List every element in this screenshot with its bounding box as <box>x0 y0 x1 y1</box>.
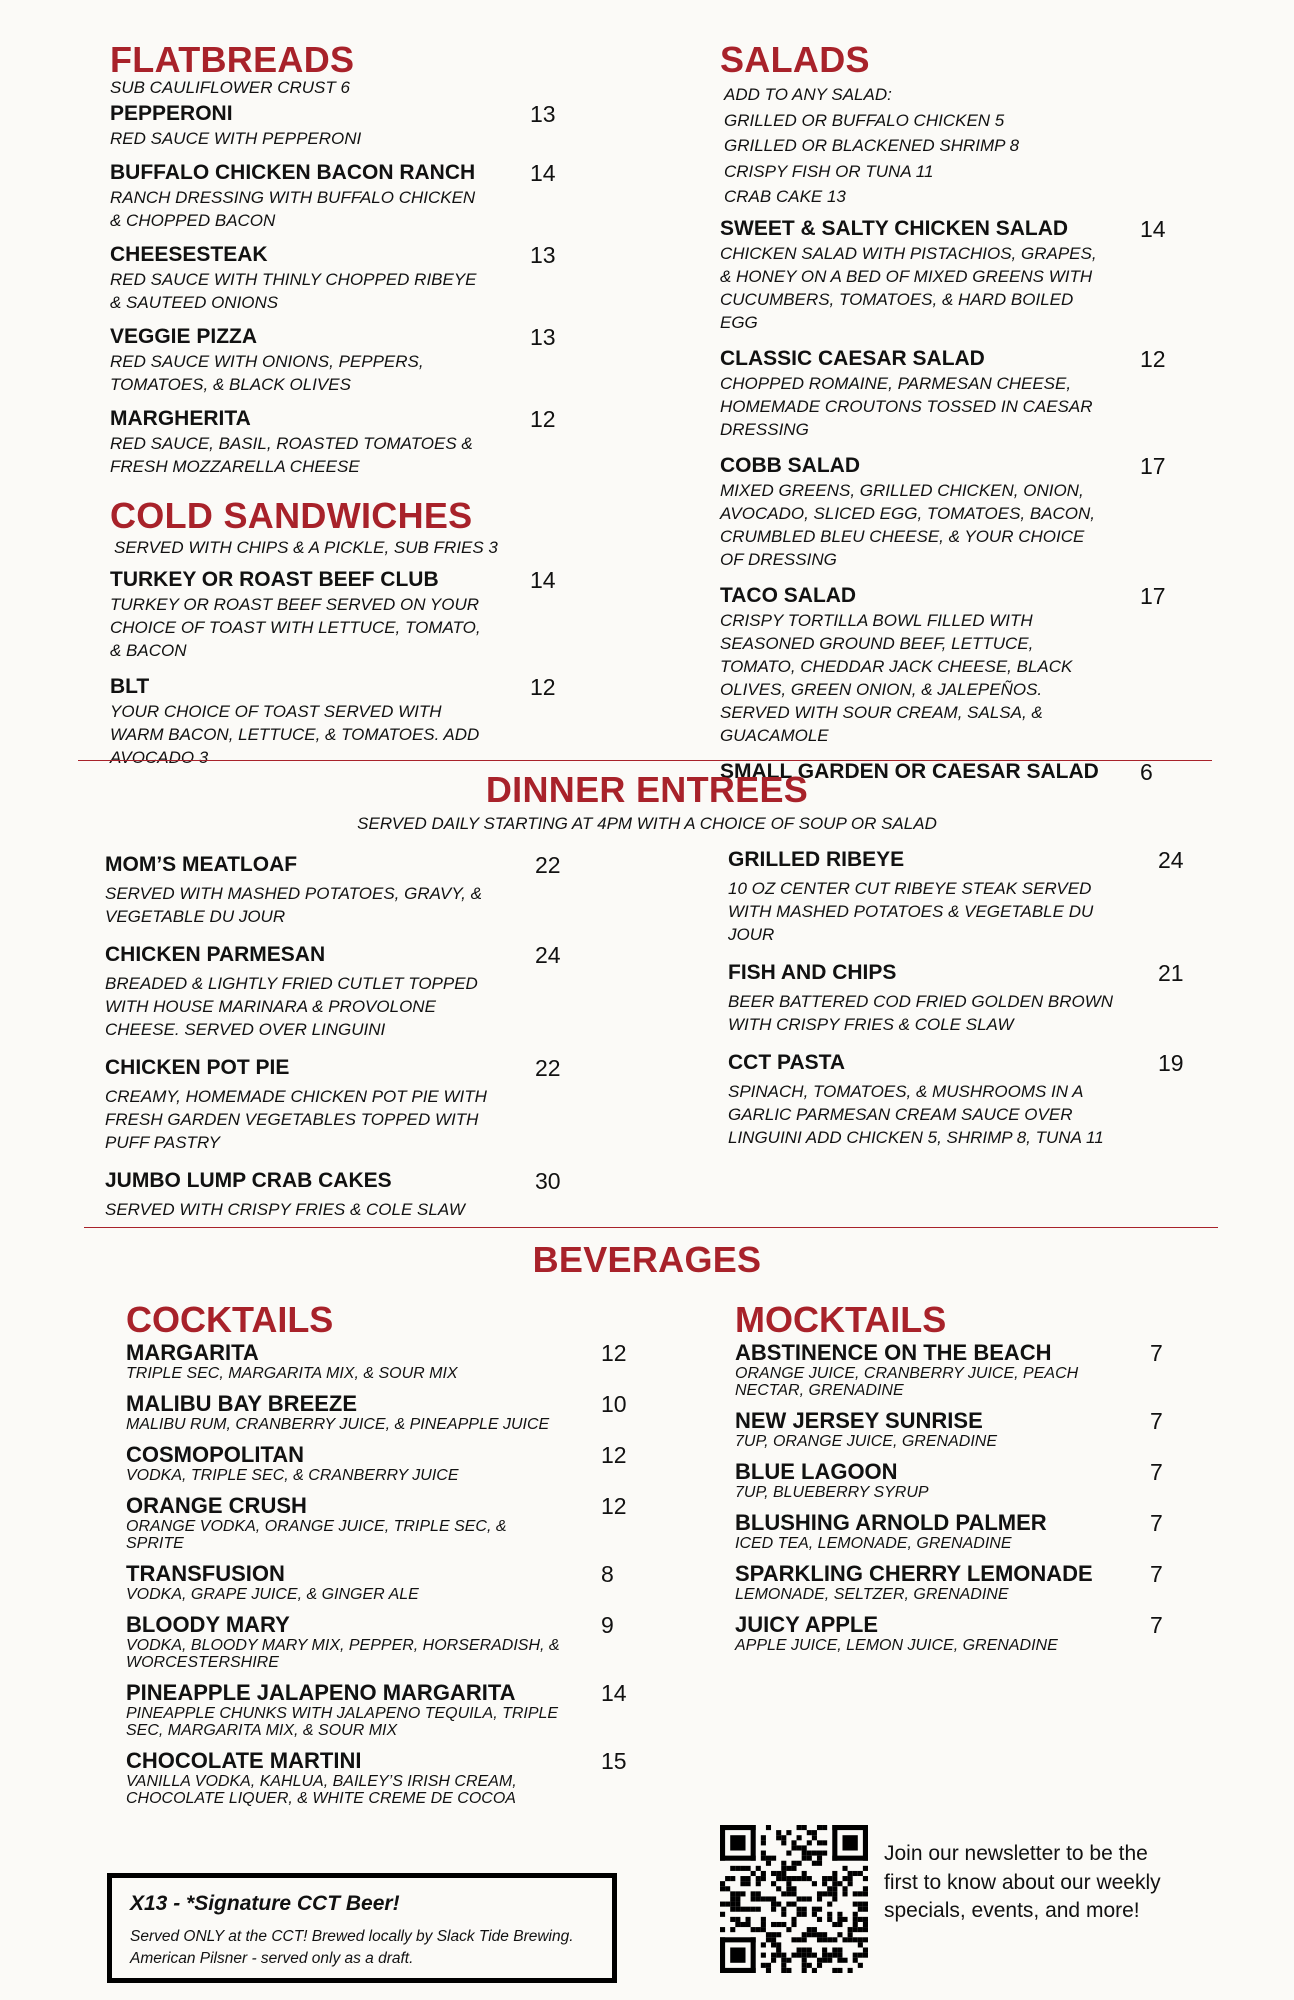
mocktails-section <box>735 1300 1200 1654</box>
item-name: CHEESESTEAK <box>110 243 268 266</box>
menu-item <box>105 942 585 1041</box>
item-price: 13 <box>530 324 556 350</box>
item-name: CHOCOLATE MARTINI <box>126 1748 362 1773</box>
item-price: 7 <box>1150 1561 1163 1587</box>
item-description: MALIBU RUM, CRANBERRY JUICE, & PINEAPPLE JUICE <box>126 1416 550 1433</box>
item-description: SPINACH, TOMATOES, & MUSHROOMS IN A GARLIC PARMESAN CREAM SAUCE OVER LINGUINI ADD CHICKEN 5, SHRIMP 8, TUNA 11 <box>728 1082 1104 1147</box>
item-name: SPARKLING CHERRY LEMONADE <box>735 1561 1093 1586</box>
qr-code-icon[interactable] <box>720 1825 868 1973</box>
menu-item <box>110 567 580 662</box>
menu-item <box>720 346 1190 441</box>
item-price: 12 <box>601 1442 627 1468</box>
item-price: 14 <box>530 160 556 186</box>
item-description: YOUR CHOICE OF TOAST SERVED WITH WARM BACON, LETTUCE, & TOMATOES. ADD AVOCADO 3 <box>110 702 480 767</box>
item-price: 8 <box>601 1561 614 1587</box>
dinner-right-list <box>728 847 1208 1149</box>
item-price: 10 <box>601 1391 627 1417</box>
item-price: 7 <box>1150 1340 1163 1366</box>
menu-item <box>735 1612 1200 1654</box>
menu-item <box>728 847 1208 946</box>
menu-item <box>720 216 1190 334</box>
salads-addons <box>724 82 1190 210</box>
menu-item <box>126 1612 651 1671</box>
item-description: RANCH DRESSING WITH BUFFALO CHICKEN & CHOPPED BACON <box>110 188 476 230</box>
item-name: ABSTINENCE ON THE BEACH <box>735 1340 1052 1365</box>
item-description: ORANGE VODKA, ORANGE JUICE, TRIPLE SEC, & SPRITE <box>126 1518 507 1552</box>
item-description: APPLE JUICE, LEMON JUICE, GRENADINE <box>735 1637 1058 1654</box>
beverages-header <box>0 1240 1294 1280</box>
item-description: BEER BATTERED COD FRIED GOLDEN BROWN WITH CRISPY FRIES & COLE SLAW <box>728 992 1114 1034</box>
dinner-header <box>0 770 1294 835</box>
item-price: 7 <box>1150 1510 1163 1536</box>
flatbreads-list <box>110 101 580 478</box>
mocktails-list <box>735 1340 1200 1654</box>
menu-item <box>728 1050 1208 1149</box>
beer-description: Served ONLY at the CCT! Brewed locally by Slack Tide Brewing. American Pilsner - served only as a draft. <box>130 1928 574 1967</box>
dinner-right <box>728 847 1208 1149</box>
item-description: TRIPLE SEC, MARGARITA MIX, & SOUR MIX <box>126 1365 458 1382</box>
beer-title: X13 - *Signature CCT Beer! <box>130 1892 400 1915</box>
menu-item <box>105 1168 585 1221</box>
menu-item <box>735 1510 1200 1552</box>
salads-title: SALADS <box>720 39 870 80</box>
item-description: PINEAPPLE CHUNKS WITH JALAPENO TEQUILA, TRIPLE SEC, MARGARITA MIX, & SOUR MIX <box>126 1705 559 1739</box>
menu-item <box>720 453 1190 571</box>
item-description: RED SAUCE WITH THINLY CHOPPED RIBEYE & SAUTEED ONIONS <box>110 270 477 312</box>
divider-bottom <box>84 1227 1218 1228</box>
item-price: 22 <box>535 1055 561 1081</box>
addon-line: ADD TO ANY SALAD: <box>724 85 892 104</box>
dinner-left-list <box>105 852 585 1221</box>
item-name: TURKEY OR ROAST BEEF CLUB <box>110 568 439 591</box>
item-name: NEW JERSEY SUNRISE <box>735 1408 983 1433</box>
item-name: BLOODY MARY <box>126 1612 290 1637</box>
item-name: JUICY APPLE <box>735 1612 879 1637</box>
flatbreads-section <box>110 40 580 769</box>
item-description: CHOPPED ROMAINE, PARMESAN CHEESE, HOMEMADE CROUTONS TOSSED IN CAESAR DRESSING <box>720 373 1093 439</box>
item-name: TACO SALAD <box>720 583 857 607</box>
item-price: 6 <box>1140 758 1153 785</box>
item-name: BLUSHING ARNOLD PALMER <box>735 1510 1047 1535</box>
divider-top <box>78 760 1212 761</box>
menu-item <box>126 1561 651 1603</box>
menu-item <box>126 1391 651 1433</box>
item-price: 14 <box>530 567 556 593</box>
menu-item <box>126 1340 651 1382</box>
item-name: BLT <box>110 675 150 698</box>
item-description: SERVED WITH CRISPY FRIES & COLE SLAW <box>105 1200 465 1219</box>
cocktails-title: COCKTAILS <box>126 1299 334 1340</box>
cold-sandwiches-note: SERVED WITH CHIPS & A PICKLE, SUB FRIES 3 <box>114 538 498 557</box>
item-name: CLASSIC CAESAR SALAD <box>720 346 985 370</box>
mocktails-title: MOCKTAILS <box>735 1299 947 1340</box>
item-price: 14 <box>601 1680 627 1706</box>
item-price: 7 <box>1150 1459 1163 1485</box>
salads-section <box>720 40 1190 785</box>
item-description: VODKA, BLOODY MARY MIX, PEPPER, HORSERADISH, & WORCESTERSHIRE <box>126 1637 560 1671</box>
item-name: FISH AND CHIPS <box>728 961 897 984</box>
dinner-title: DINNER ENTREES <box>485 769 809 810</box>
item-name: CHICKEN PARMESAN <box>105 943 326 966</box>
item-description: VODKA, TRIPLE SEC, & CRANBERRY JUICE <box>126 1467 459 1484</box>
item-name: MOM’S MEATLOAF <box>105 853 298 876</box>
menu-item <box>126 1493 651 1552</box>
item-name: COBB SALAD <box>720 453 860 477</box>
item-price: 21 <box>1158 960 1184 986</box>
item-description: LEMONADE, SELTZER, GRENADINE <box>735 1586 1009 1603</box>
menu-item <box>735 1340 1200 1399</box>
beverages-title: BEVERAGES <box>532 1239 762 1280</box>
addon-line: CRAB CAKE 13 <box>724 187 846 206</box>
item-name: MARGARITA <box>126 1340 259 1365</box>
addon-line: GRILLED OR BLACKENED SHRIMP 8 <box>724 136 1020 155</box>
cold-sandwiches-title: COLD SANDWICHES <box>110 495 473 536</box>
item-name: JUMBO LUMP CRAB CAKES <box>105 1169 392 1192</box>
item-price: 9 <box>601 1612 614 1638</box>
cocktails-section <box>126 1300 651 1807</box>
item-description: CHICKEN SALAD WITH PISTACHIOS, GRAPES, & HONEY ON A BED OF MIXED GREENS WITH CUCUMBERS, TOMATOES, & HARD BOILED EGG <box>720 243 1097 332</box>
menu-item <box>735 1561 1200 1603</box>
addon-line: CRISPY FISH OR TUNA 11 <box>724 161 934 181</box>
item-description: RED SAUCE, BASIL, ROASTED TOMATOES & FRESH MOZZARELLA CHEESE <box>110 434 473 476</box>
item-price: 7 <box>1150 1612 1163 1638</box>
item-name: CCT PASTA <box>728 1051 846 1074</box>
item-description: CREAMY, HOMEMADE CHICKEN POT PIE WITH FRESH GARDEN VEGETABLES TOPPED WITH PUFF PASTRY <box>105 1087 487 1152</box>
item-name: PINEAPPLE JALAPENO MARGARITA <box>126 1680 516 1705</box>
menu-item <box>110 160 580 232</box>
item-price: 15 <box>601 1748 627 1774</box>
menu-item <box>126 1442 651 1484</box>
menu-item <box>105 852 585 928</box>
item-description: MIXED GREENS, GRILLED CHICKEN, ONION, AVOCADO, SLICED EGG, TOMATOES, BACON, CRUMBLED BLEU CHEESE, & YOUR CHOICE OF DRESSING <box>720 480 1096 569</box>
item-name: PEPPERONI <box>110 102 233 125</box>
item-price: 24 <box>1158 847 1184 873</box>
item-price: 12 <box>601 1340 627 1366</box>
item-name: ORANGE CRUSH <box>126 1493 307 1518</box>
menu-item <box>110 324 580 396</box>
item-price: 13 <box>530 101 556 127</box>
menu-item <box>110 674 580 769</box>
item-description: VANILLA VODKA, KAHLUA, BAILEY’S IRISH CREAM, CHOCOLATE LIQUER, & WHITE CREME DE COCOA <box>126 1773 517 1807</box>
item-price: 12 <box>601 1493 627 1519</box>
item-name: BLUE LAGOON <box>735 1459 898 1484</box>
item-description: 7UP, ORANGE JUICE, GRENADINE <box>735 1433 997 1450</box>
menu-item <box>105 1055 585 1154</box>
item-price: 17 <box>1140 582 1166 609</box>
item-name: BUFFALO CHICKEN BACON RANCH <box>110 161 476 184</box>
dinner-left <box>105 852 585 1221</box>
item-name: SMALL GARDEN OR CAESAR SALAD <box>720 759 1099 783</box>
item-name: CHICKEN POT PIE <box>105 1056 290 1079</box>
menu-item <box>735 1459 1200 1501</box>
item-name: GRILLED RIBEYE <box>728 848 905 871</box>
item-price: 14 <box>1140 215 1166 242</box>
item-description: ICED TEA, LEMONADE, GRENADINE <box>735 1535 1012 1552</box>
item-price: 22 <box>535 852 561 878</box>
item-description: 10 OZ CENTER CUT RIBEYE STEAK SERVED WITH MASHED POTATOES & VEGETABLE DU JOUR <box>728 879 1094 944</box>
newsletter-text: Join our newsletter to be the first to know about our weekly specials, events, and more! <box>884 1842 1161 1922</box>
menu-item <box>110 101 580 150</box>
addon-line: GRILLED OR BUFFALO CHICKEN 5 <box>724 110 1005 130</box>
item-name: MALIBU BAY BREEZE <box>126 1391 358 1416</box>
salads-list <box>720 216 1190 785</box>
item-description: TURKEY OR ROAST BEEF SERVED ON YOUR CHOICE OF TOAST WITH LETTUCE, TOMATO, & BACON <box>110 595 481 660</box>
item-description: RED SAUCE WITH ONIONS, PEPPERS, TOMATOES, & BLACK OLIVES <box>110 352 424 394</box>
flatbreads-title: FLATBREADS <box>110 39 355 80</box>
item-price: 17 <box>1140 452 1166 479</box>
menu-item <box>720 583 1190 747</box>
item-name: TRANSFUSION <box>126 1561 285 1586</box>
menu-item <box>735 1408 1200 1450</box>
menu-item <box>110 242 580 314</box>
item-price: 24 <box>535 942 561 968</box>
item-price: 12 <box>530 674 556 700</box>
menu-item <box>110 406 580 478</box>
item-price: 12 <box>530 406 556 432</box>
menu-item <box>126 1748 651 1807</box>
cocktails-list <box>126 1340 651 1807</box>
item-price: 13 <box>530 242 556 268</box>
item-name: SWEET & SALTY CHICKEN SALAD <box>720 216 1069 240</box>
item-description: ORANGE JUICE, CRANBERRY JUICE, PEACH NECTAR, GRENADINE <box>735 1365 1079 1399</box>
signature-beer-box <box>107 1873 617 1983</box>
item-description: 7UP, BLUEBERRY SYRUP <box>735 1484 929 1501</box>
item-price: 30 <box>535 1168 561 1194</box>
item-description: RED SAUCE WITH PEPPERONI <box>110 129 362 148</box>
item-name: MARGHERITA <box>110 407 251 430</box>
item-description: BREADED & LIGHTLY FRIED CUTLET TOPPED WITH HOUSE MARINARA & PROVOLONE CHEESE. SERVED OVER LINGUINI <box>105 974 478 1039</box>
item-price: 19 <box>1158 1050 1184 1076</box>
cold-sandwiches-list <box>110 567 580 769</box>
item-name: VEGGIE PIZZA <box>110 325 258 348</box>
menu-item <box>126 1680 651 1739</box>
dinner-note: SERVED DAILY STARTING AT 4PM WITH A CHOICE OF SOUP OR SALAD <box>357 814 937 833</box>
menu-item <box>728 960 1208 1036</box>
item-description: VODKA, GRAPE JUICE, & GINGER ALE <box>126 1586 419 1603</box>
flatbreads-note: SUB CAULIFLOWER CRUST 6 <box>110 78 350 97</box>
item-name: COSMOPOLITAN <box>126 1442 305 1467</box>
item-description: CRISPY TORTILLA BOWL FILLED WITH SEASONED GROUND BEEF, LETTUCE, TOMATO, CHEDDAR JACK CHEESE, BLACK OLIVES, GREEN ONION, & JALEPEÑOS. SERVED WITH SOUR CREAM, SALSA, & GUACAMOLE <box>720 610 1073 745</box>
item-price: 12 <box>1140 345 1166 372</box>
item-description: SERVED WITH MASHED POTATOES, GRAVY, & VEGETABLE DU JOUR <box>105 884 482 926</box>
item-price: 7 <box>1150 1408 1163 1434</box>
